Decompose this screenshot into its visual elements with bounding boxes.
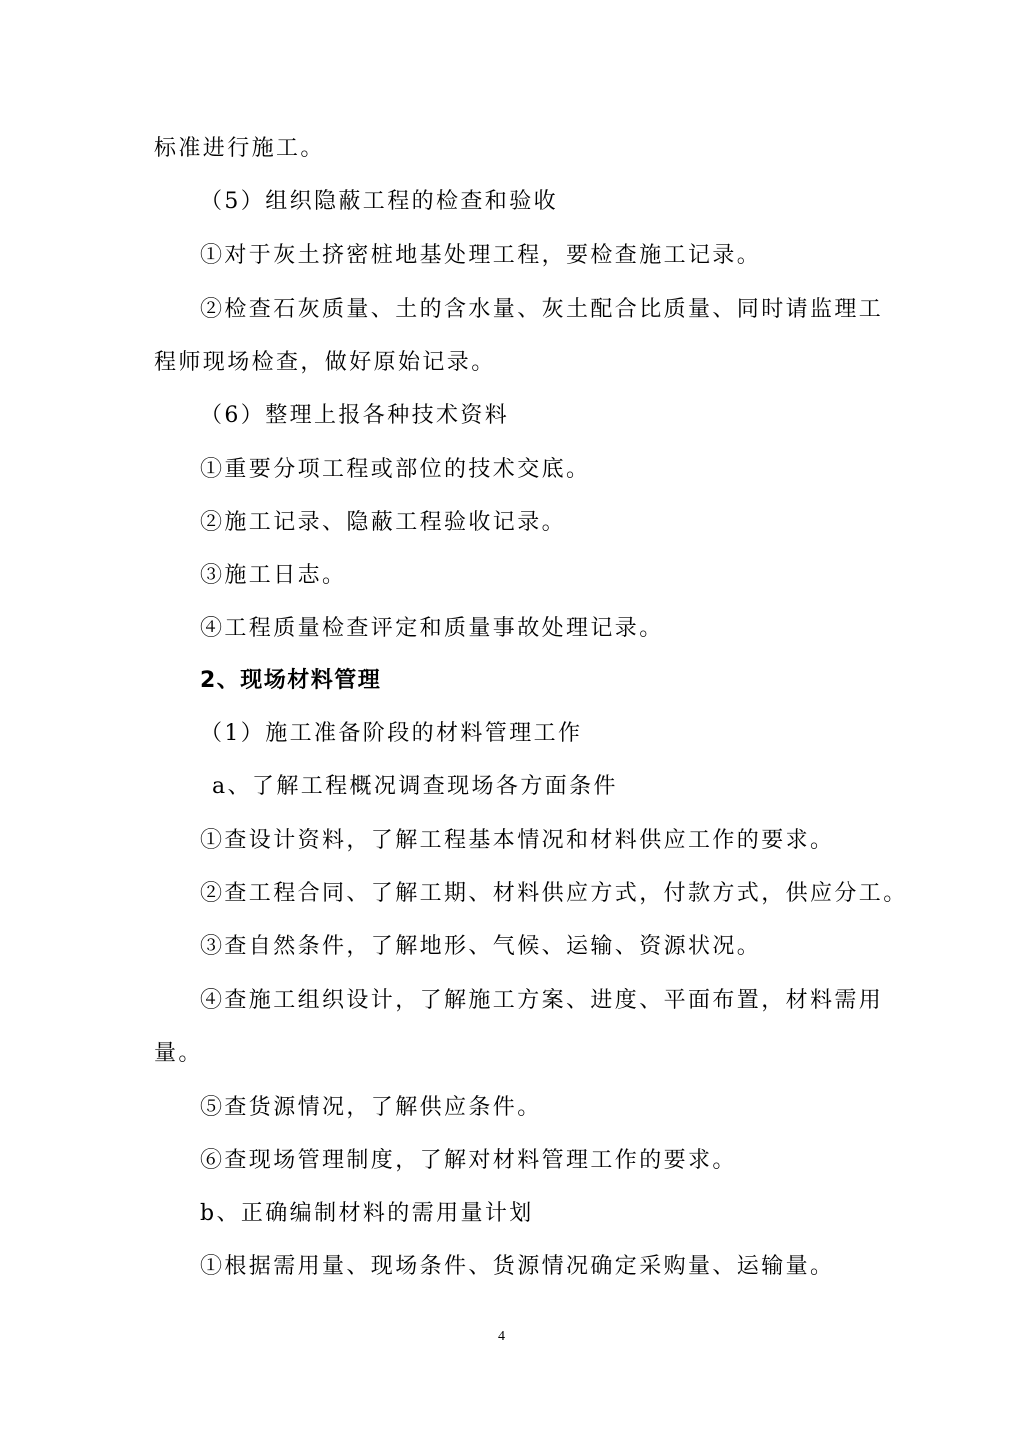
paragraph-continuation: 标准进行施工。 bbox=[154, 136, 325, 161]
subsection-heading-6: （6）整理上报各种技术资料 bbox=[200, 403, 510, 428]
list-item: ②查工程合同、了解工期、材料供应方式，付款方式，供应分工。 bbox=[200, 881, 908, 906]
sub-subsection-heading-a: a、了解工程概况调查现场各方面条件 bbox=[212, 774, 618, 799]
list-item: ⑥查现场管理制度，了解对材料管理工作的要求。 bbox=[200, 1148, 737, 1173]
list-item: ④工程质量检查评定和质量事故处理记录。 bbox=[200, 616, 664, 641]
subsection-heading-5: （5）组织隐蔽工程的检查和验收 bbox=[200, 189, 558, 214]
list-item: ④查施工组织设计，了解施工方案、进度、平面布置，材料需用 bbox=[200, 988, 884, 1013]
list-item: ①对于灰土挤密桩地基处理工程，要检查施工记录。 bbox=[200, 243, 762, 268]
list-item: ③施工日志。 bbox=[200, 563, 347, 588]
subsection-heading-1: （1）施工准备阶段的材料管理工作 bbox=[200, 721, 583, 746]
list-item: ①查设计资料，了解工程基本情况和材料供应工作的要求。 bbox=[200, 828, 835, 853]
page-number: 4 bbox=[498, 1329, 505, 1344]
list-item-continuation: 量。 bbox=[154, 1041, 203, 1066]
list-item: ②检查石灰质量、土的含水量、灰土配合比质量、同时请监理工 bbox=[200, 297, 884, 322]
section-heading: 2、现场材料管理 bbox=[200, 668, 382, 693]
list-item: ①重要分项工程或部位的技术交底。 bbox=[200, 457, 591, 482]
list-item: ②施工记录、隐蔽工程验收记录。 bbox=[200, 510, 567, 535]
list-item: ③查自然条件，了解地形、气候、运输、资源状况。 bbox=[200, 934, 762, 959]
list-item: ①根据需用量、现场条件、货源情况确定采购量、运输量。 bbox=[200, 1254, 835, 1279]
list-item: ⑤查货源情况，了解供应条件。 bbox=[200, 1095, 542, 1120]
sub-subsection-heading-b: b、正确编制材料的需用量计划 bbox=[200, 1201, 534, 1226]
list-item-continuation: 程师现场检查，做好原始记录。 bbox=[154, 350, 496, 375]
